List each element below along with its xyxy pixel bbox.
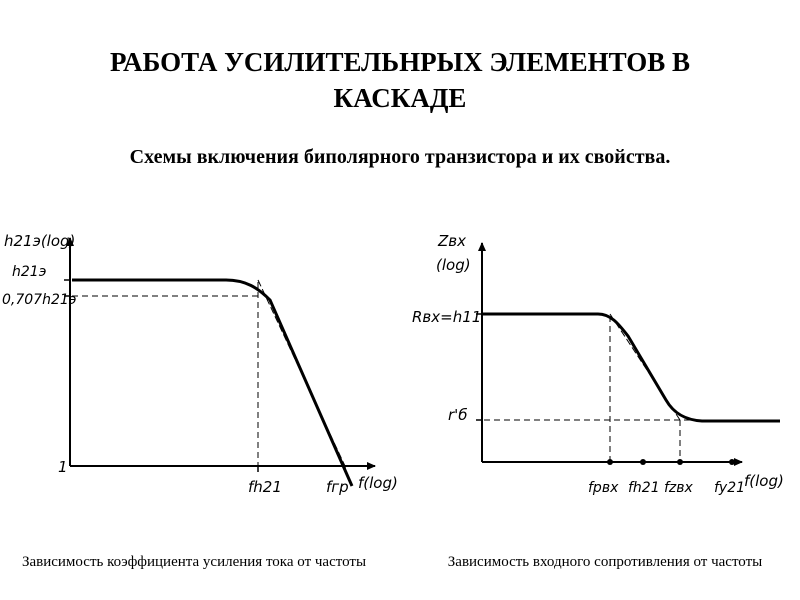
right-x-axis-label: f(log)	[744, 472, 784, 490]
right-y-axis-label-1: Zвх	[438, 232, 466, 250]
left-x-tick-fh21: fh21	[248, 478, 282, 496]
right-y-tick-low: r'б	[448, 406, 468, 424]
right-plot	[412, 232, 784, 496]
right-dot-frvx	[607, 459, 613, 465]
right-x-tick-fy21: fy21	[714, 480, 746, 496]
left-x-tick-fgr: fгр	[326, 478, 349, 496]
right-x-tick-fzvx: fzвх	[664, 480, 693, 496]
left-y-axis-label: h21э(log)	[4, 232, 76, 250]
right-response-curve	[482, 314, 780, 421]
left-y-tick-mid: 0,707h21э	[2, 292, 77, 308]
right-dot-fh21	[640, 459, 646, 465]
left-caption: Зависимость коэффициента усиления тока от частоты	[21, 554, 367, 570]
left-x-axis-label: f(log)	[358, 474, 398, 492]
right-x-tick-fh21: fh21	[628, 480, 660, 496]
right-caption: Зависимость входного сопротивления от частоты	[447, 554, 763, 570]
right-y-axis-label-2: (log)	[436, 256, 471, 274]
right-y-tick-top: Rвх=h11	[412, 308, 482, 326]
left-plot	[2, 232, 398, 496]
title-line-1: РАБОТА УСИЛИТЕЛЬНРЫХ ЭЛЕМЕНТОВ В	[109, 47, 691, 77]
right-x-tick-frvx: fрвх	[588, 480, 619, 496]
page-subtitle: Схемы включения биполярного транзистора и их свойства.	[129, 146, 671, 168]
title-line-2: КАСКАДЕ	[333, 83, 467, 113]
left-response-curve	[72, 280, 352, 486]
left-y-tick-origin: 1	[58, 458, 68, 476]
right-dot-fy21	[729, 459, 735, 465]
left-y-tick-top: h21э	[12, 264, 47, 280]
right-dot-fzvx	[677, 459, 683, 465]
